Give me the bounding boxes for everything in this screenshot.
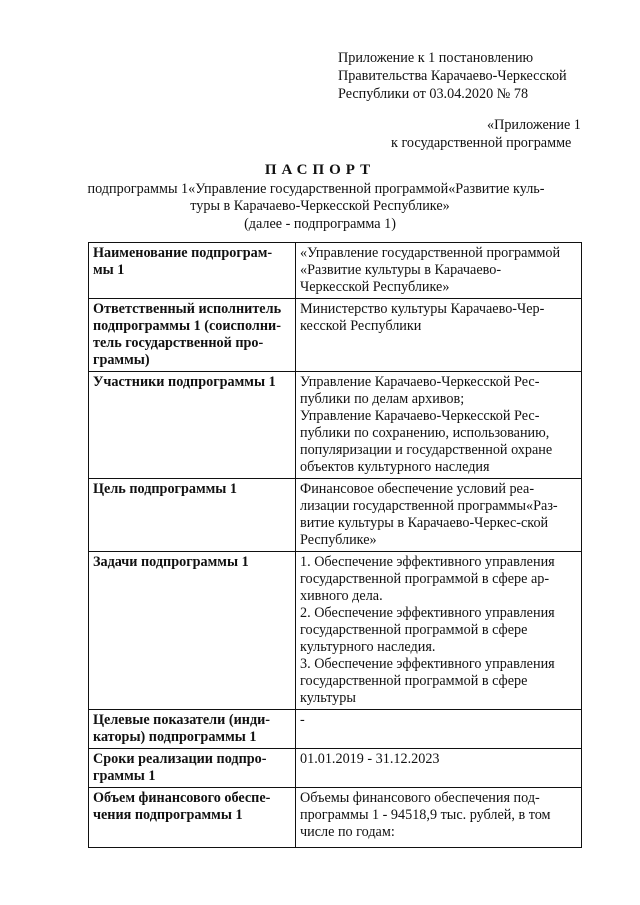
document-title: ПАСПОРТ: [264, 162, 376, 178]
row-label: Объем финансового обеспе- чения подпрограммы 1: [89, 788, 296, 848]
row-label: Ответственный исполнитель подпрограммы 1 (соисполни- тель государственной про- граммы): [89, 299, 296, 372]
appendix-line: Республики от 03.04.2020 № 78: [338, 86, 529, 102]
table-row: [89, 552, 582, 710]
row-value: «Управление государственной программой «Развитие культуры в Карачаево- Черкесской Республике»: [296, 243, 582, 299]
row-label: Задачи подпрограммы 1: [89, 552, 296, 710]
row-label: Целевые показатели (инди- каторы) подпрограммы 1: [89, 710, 296, 749]
row-value: 1. Обеспечение эффективного управления государственной программой в сфере ар- хивного дела. 2. Обеспечение эффективного управления государственной программой в сфере культурного наследия. 3. Обеспечение эффективного управления государственной программой в сфере культуры: [296, 552, 582, 710]
table-row: [89, 788, 582, 848]
row-label: Участники подпрограммы 1: [89, 372, 296, 479]
appendix2-line2: к государственной программе: [391, 135, 572, 151]
table-row: [89, 299, 582, 372]
table-row: [89, 372, 582, 479]
appendix-line: Правительства Карачаево-Черкесской: [338, 68, 567, 84]
title-line-1: подпрограммы 1«Управление государственной программой«Развитие куль-: [87, 181, 545, 197]
table-row: [89, 749, 582, 788]
title-line-3: (далее - подпрограмма 1): [244, 216, 396, 232]
row-value: 01.01.2019 - 31.12.2023: [296, 749, 582, 788]
row-value: Министерство культуры Карачаево-Чер- кесской Республики: [296, 299, 582, 372]
table-row: [89, 479, 582, 552]
row-value: Объемы финансового обеспечения под- программы 1 - 94518,9 тыс. рублей, в том числе по годам:: [296, 788, 582, 848]
passport-table: [88, 242, 582, 848]
row-label: Цель подпрограммы 1: [89, 479, 296, 552]
table-row: [89, 710, 582, 749]
appendix2-line1: «Приложение 1: [487, 117, 581, 133]
row-value: -: [296, 710, 582, 749]
row-label: Сроки реализации подпро- граммы 1: [89, 749, 296, 788]
appendix-line: Приложение к 1 постановлению: [338, 50, 534, 66]
title-line-2: туры в Карачаево-Черкесской Республике»: [190, 198, 450, 214]
row-value: Финансовое обеспечение условий реа- лизации государственной программы«Раз- витие культуры в Карачаево-Черкес-ской Республике»: [296, 479, 582, 552]
row-label: Наименование подпрограм- мы 1: [89, 243, 296, 299]
row-value: Управление Карачаево-Черкесской Рес- публики по делам архивов; Управление Карачаево-Черкесской Рес- публики по сохранению, использованию, популяризации и государственной охране объектов культурного наследия: [296, 372, 582, 479]
table-row: [89, 243, 582, 299]
